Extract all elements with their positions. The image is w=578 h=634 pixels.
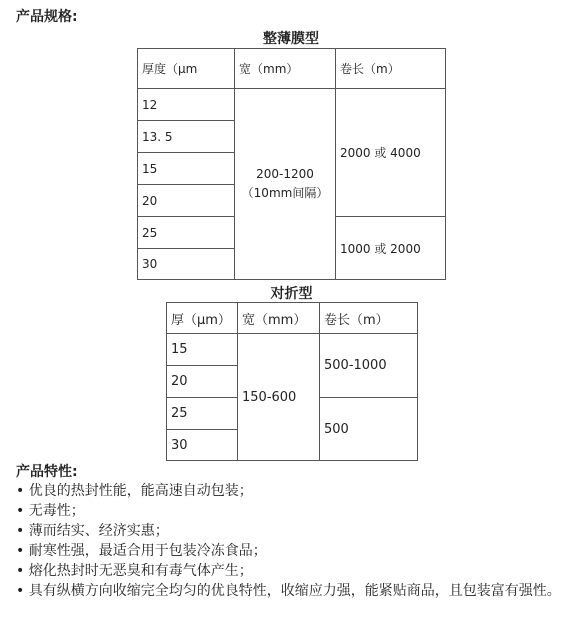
header-thickness: 厚（μm） bbox=[167, 303, 238, 334]
thickness-cell: 15 bbox=[138, 153, 235, 185]
table-flat-film bbox=[137, 48, 446, 280]
width-cell bbox=[235, 89, 336, 280]
thickness-cell: 15 bbox=[167, 334, 238, 366]
header-width: 宽（mm） bbox=[235, 49, 336, 89]
feature-item: • 无毒性； bbox=[16, 503, 85, 519]
feature-item: • 耐寒性强，最适合用于包装冷冻食品； bbox=[16, 543, 267, 559]
width-interval: （10mm间隔） bbox=[241, 186, 329, 200]
thickness-cell: 20 bbox=[138, 185, 235, 217]
product-spec-heading: 产品规格: bbox=[16, 9, 78, 25]
length-cell: 500 bbox=[320, 398, 418, 461]
feature-item: • 熔化热封时无恶臭和有毒气体产生； bbox=[16, 563, 253, 579]
features-heading: 产品特性: bbox=[16, 464, 78, 480]
thickness-cell: 25 bbox=[138, 217, 235, 249]
features-list bbox=[16, 481, 566, 601]
thickness-cell: 25 bbox=[167, 398, 238, 430]
thickness-cell: 12 bbox=[138, 89, 235, 121]
length-cell: 500-1000 bbox=[320, 334, 418, 398]
thickness-cell: 20 bbox=[167, 366, 238, 398]
feature-item: • 薄而结实、经济实惠； bbox=[16, 523, 169, 539]
table1-title: 整薄膜型 bbox=[263, 31, 319, 47]
width-range: 200-1200 bbox=[256, 167, 314, 181]
width-cell: 150-600 bbox=[238, 334, 320, 461]
thickness-cell: 30 bbox=[167, 430, 238, 461]
table-folded-film bbox=[166, 302, 418, 461]
feature-item: • 具有纵横方向收缩完全均匀的优良特性，收缩应力强，能紧贴商品，且包装富有强性。 bbox=[16, 583, 561, 599]
header-length: 卷长（m） bbox=[320, 303, 418, 334]
header-thickness: 厚度（μm bbox=[138, 49, 235, 89]
length-cell: 1000 或 2000 bbox=[336, 217, 446, 280]
thickness-cell: 30 bbox=[138, 249, 235, 280]
table2-title: 对折型 bbox=[270, 286, 313, 302]
header-width: 宽（mm） bbox=[238, 303, 320, 334]
feature-item: • 优良的热封性能，能高速自动包装； bbox=[16, 483, 253, 499]
thickness-cell: 13. 5 bbox=[138, 121, 235, 153]
length-cell: 2000 或 4000 bbox=[336, 89, 446, 217]
header-length: 卷长（m） bbox=[336, 49, 446, 89]
